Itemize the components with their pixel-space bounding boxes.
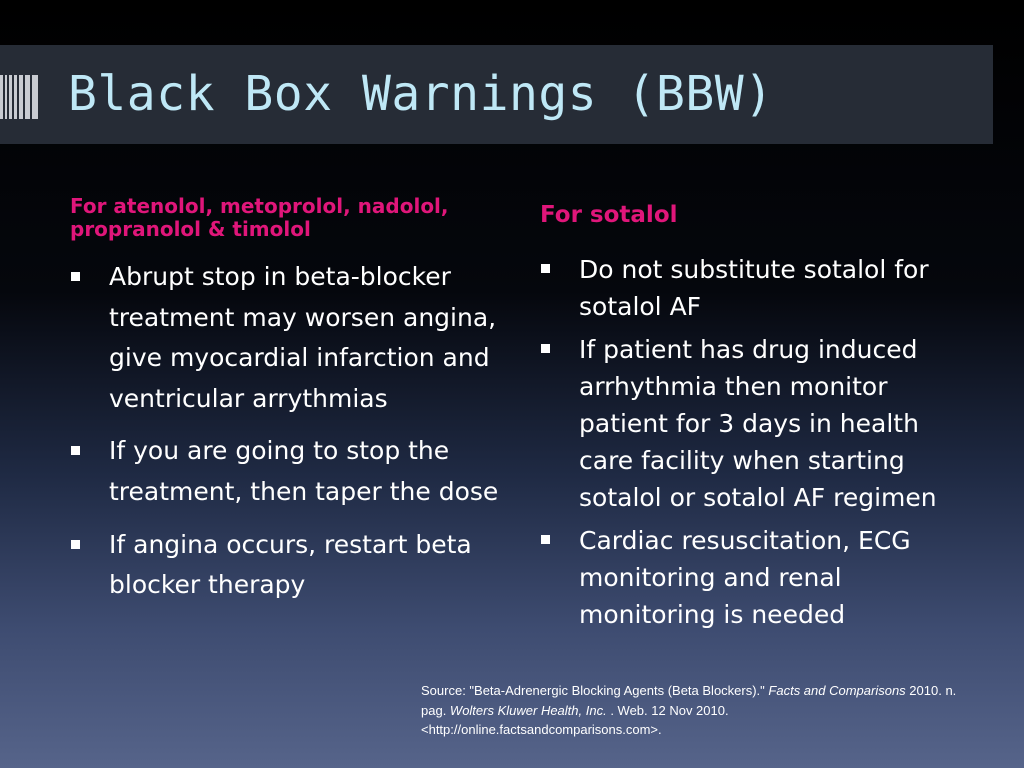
bullet-text: If angina occurs, restart beta blocker therapy	[109, 529, 472, 600]
square-bullet-icon	[71, 540, 80, 549]
square-bullet-icon	[71, 446, 80, 455]
list-item	[71, 431, 501, 512]
slide-title: Black Box Warnings (BBW)	[68, 66, 774, 122]
bullet-text: Cardiac resuscitation, ECG monitoring and renal monitoring is needed	[579, 526, 911, 629]
citation-details: 2010. n. pag.	[421, 683, 957, 718]
list-item	[541, 331, 971, 516]
square-bullet-icon	[541, 344, 550, 353]
right-bullet-list	[541, 251, 971, 639]
bullet-text: Abrupt stop in beta-blocker treatment may worsen angina, give myocardial infarction and ventricular arrythmias	[109, 262, 497, 413]
square-bullet-icon	[541, 535, 550, 544]
square-bullet-icon	[541, 264, 550, 273]
right-column-heading: For sotalol	[540, 202, 678, 228]
left-bullet-list	[71, 257, 501, 618]
citation-access: . Web. 12 Nov 2010. <http://online.factsandcomparisons.com>.	[421, 702, 729, 737]
citation-prefix: Source: "Beta-Adrenergic Blocking Agents (Beta Blockers)."	[421, 683, 769, 698]
source-citation	[421, 681, 961, 740]
bullet-text: If patient has drug induced arrhythmia then monitor patient for 3 days in health care facility when starting sotalol or sotalol AF regimen	[579, 335, 937, 512]
list-item	[541, 522, 971, 633]
bullet-text: If you are going to stop the treatment, then taper the dose	[109, 436, 499, 506]
list-item	[541, 251, 971, 325]
bullet-text: Do not substitute sotalol for sotalol AF	[579, 255, 929, 321]
left-column-heading: For atenolol, metoprolol, nadolol, propranolol & timolol	[70, 194, 449, 241]
citation-publisher: Wolters Kluwer Health, Inc.	[449, 702, 607, 718]
title-stripes-decoration	[0, 75, 38, 119]
square-bullet-icon	[71, 272, 80, 281]
list-item	[71, 525, 501, 606]
list-item	[71, 257, 501, 419]
citation-publication: Facts and Comparisons	[768, 683, 906, 698]
